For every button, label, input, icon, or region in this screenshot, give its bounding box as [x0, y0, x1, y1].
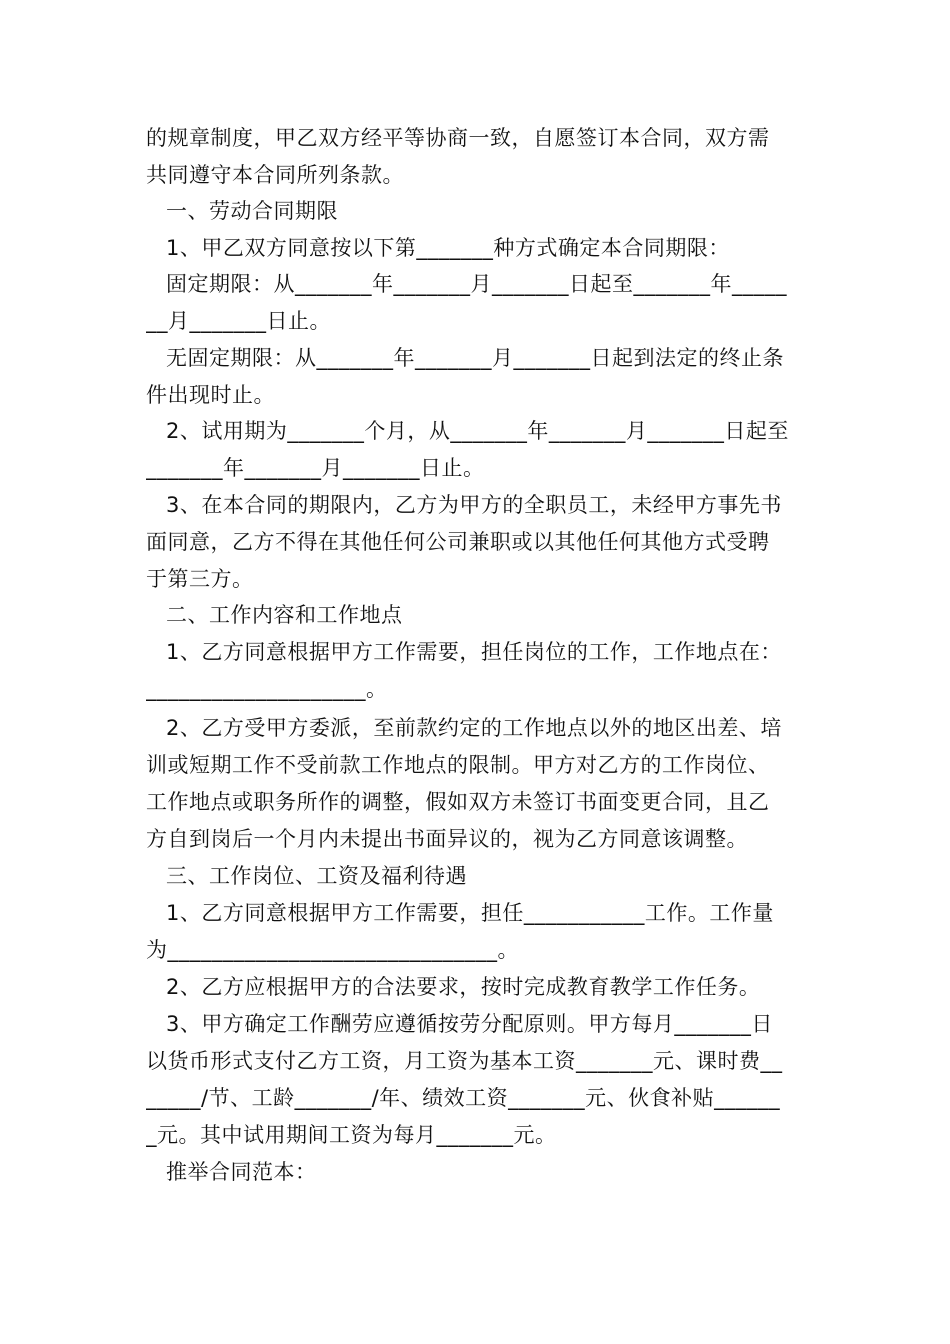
clause-2-2-line-4: 方自到岗后一个月内未提出书面异议的，视为乙方同意该调整。	[146, 827, 748, 851]
clause-2-2-line-3: 工作地点或职务所作的调整，假如双方未签订书面变更合同，且乙	[146, 790, 770, 814]
clause-3-3-line-2: 以货币形式支付乙方工资，月工资为基本工资_______元、课时费__	[146, 1049, 783, 1073]
open-term-line-2: 件出现时止。	[146, 383, 275, 407]
clause-3-3-line-4: _元。其中试用期间工资为每月_______元。	[146, 1123, 557, 1147]
clause-3-1-line-2: 为______________________________。	[146, 938, 519, 962]
clause-1-3-line-1: 3、在本合同的期限内，乙方为甲方的全职员工，未经甲方事先书	[166, 493, 782, 517]
clause-3-3-line-1: 3、甲方确定工作酬劳应遵循按劳分配原则。甲方每月_______日	[166, 1012, 773, 1036]
section-heading-2: 二、工作内容和工作地点	[166, 603, 403, 627]
clause-1-1: 1、甲乙双方同意按以下第_______种方式确定本合同期限：	[166, 236, 730, 260]
recommended-template-label: 推举合同范本：	[166, 1160, 317, 1184]
open-term-line-1: 无固定期限：从_______年_______月_______日起到法定的终止条	[166, 346, 784, 370]
clause-1-3-line-3: 于第三方。	[146, 567, 254, 591]
paragraph-line-1: 的规章制度，甲乙双方经平等协商一致，自愿签订本合同，双方需	[146, 126, 770, 150]
paragraph-line-2: 共同遵守本合同所列条款。	[146, 163, 404, 187]
clause-2-1-line-2: ____________________。	[146, 677, 388, 701]
fixed-term-line-1: 固定期限：从_______年_______月_______日起至_______年_____	[166, 272, 787, 296]
probation-line-2: _______年_______月_______日止。	[146, 456, 485, 480]
clause-1-3-line-2: 面同意，乙方不得在其他任何公司兼职或以其他任何其他方式受聘	[146, 530, 770, 554]
clause-2-1-line-1: 1、乙方同意根据甲方工作需要，担任岗位的工作，工作地点在：	[166, 640, 782, 664]
clause-2-2-line-2: 训或短期工作不受前款工作地点的限制。甲方对乙方的工作岗位、	[146, 753, 770, 777]
section-heading-1: 一、劳动合同期限	[166, 199, 338, 223]
clause-3-2: 2、乙方应根据甲方的合法要求，按时完成教育教学工作任务。	[166, 975, 761, 999]
clause-2-2-line-1: 2、乙方受甲方委派，至前款约定的工作地点以外的地区出差、培	[166, 716, 782, 740]
section-heading-3: 三、工作岗位、工资及福利待遇	[166, 864, 467, 888]
clause-3-1-line-1: 1、乙方同意根据甲方工作需要，担任___________工作。工作量	[166, 901, 774, 925]
probation-line-1: 2、试用期为_______个月，从_______年_______月_______日起至	[166, 419, 789, 443]
fixed-term-line-2: __月_______日止。	[146, 309, 331, 333]
clause-3-3-line-3: _____/节、工龄_______/年、绩效工资_______元、伙食补贴______	[146, 1086, 781, 1110]
